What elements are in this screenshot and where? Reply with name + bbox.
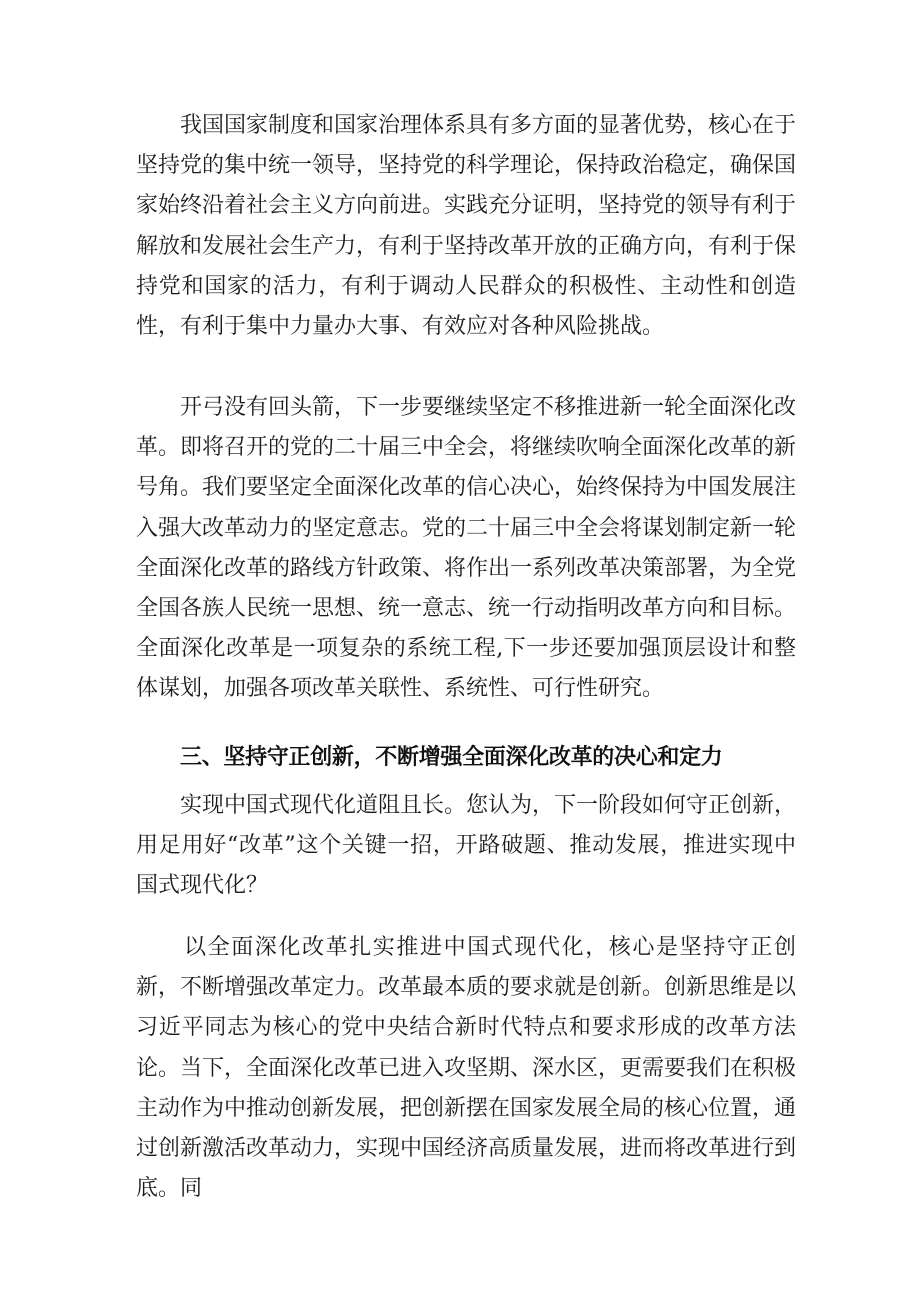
answer-block [136,928,796,1209]
paragraph-block-1 [136,106,796,347]
paragraph-governance-advantages: 我国国家制度和国家治理体系具有多方面的显著优势，核心在于坚持党的集中统一领导，坚持党的科学理论，保持政治稳定，确保国家始终沿着社会主义方向前进。实践充分证明，坚持党的领导有利于解放和发展社会生产力，有利于坚持改革开放的正确方向，有利于保持党和国家的活力，有利于调动人民群众的积极性、主动性和创造性，有利于集中力量办大事、有效应对各种风险挑战。 [136,113,797,340]
section-heading: 三、坚持守正创新，不断增强全面深化改革的决心和定力 [180,745,723,770]
interview-question: 实现中国式现代化道阻且长。您认为，下一阶段如何守正创新，用足用好“改革”这个关键一招，开路破题、推动发展，推进实现中国式现代化？ [136,793,797,899]
paragraph-deepening-reform: 开弓没有回头箭，下一步要继续坚定不移推进新一轮全面深化改革。即将召开的党的二十届三中全会，将继续吹响全面深化改革的新号角。我们要坚定全面深化改革的信心决心，始终保持为中国发展注入强大改革动力的坚定意志。党的二十届三中全会将谋划制定新一轮全面深化改革的路线方针政策、将作出一系列改革决策部署，为全党全国各族人民统一思想、统一意志、统一行动指明改革方向和目标。全面深化改革是一项复杂的系统工程,下一步还要加强顶层设计和整体谋划，加强各项改革关联性、系统性、可行性研究。 [136,395,797,702]
paragraph-block-2 [136,388,796,710]
interview-answer: 以全面深化改革扎实推进中国式现代化，核心是坚持守正创新，不断增强改革定力。改革最本质的要求就是创新。创新思维是以习近平同志为核心的党中央结合新时代特点和要求形成的改革方法论。当下，全面深化改革已进入攻坚期、深水区，更需要我们在积极主动作为中推动创新发展，把创新摆在国家发展全局的核心位置，通过创新激活改革动力，实现中国经济高质量发展，进而将改革进行到底。同 [136,935,797,1202]
question-block [136,786,796,907]
